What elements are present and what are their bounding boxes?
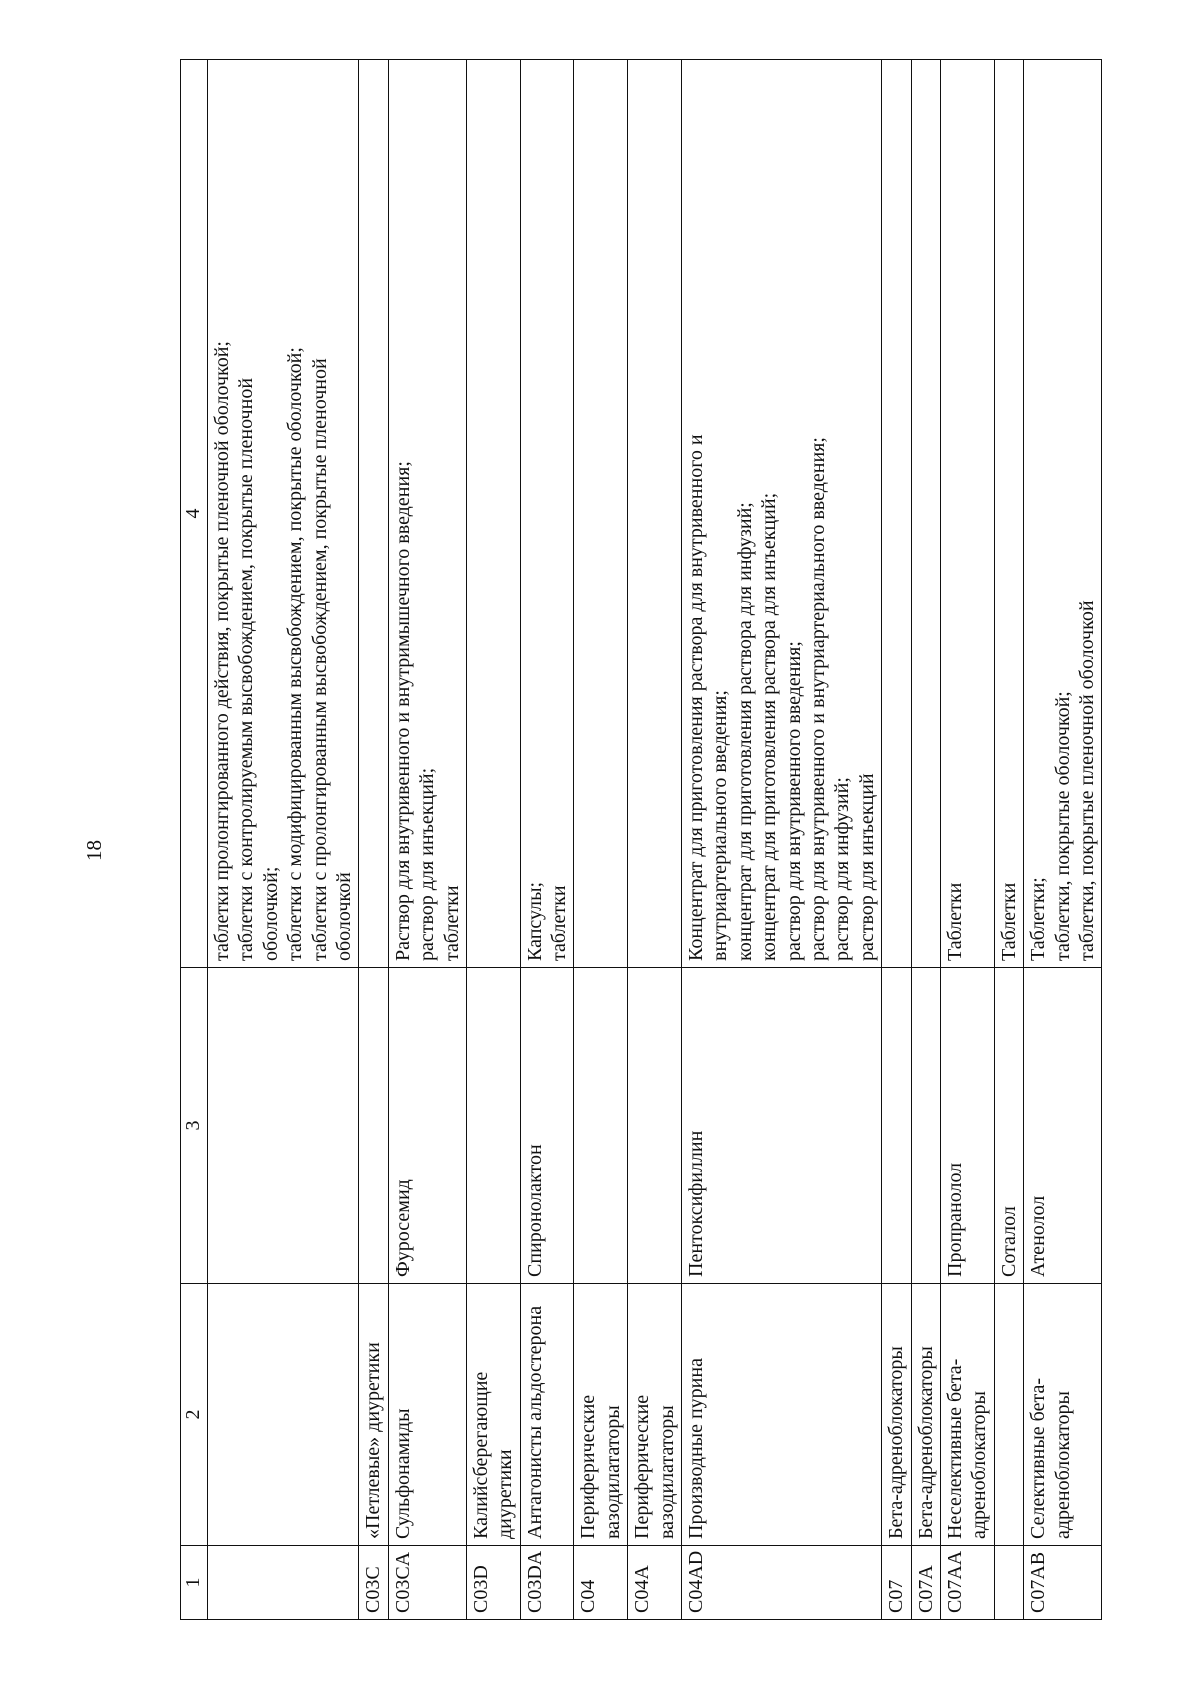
table-row	[208, 60, 359, 1620]
atc-code-cell: C03DA	[520, 1546, 574, 1620]
dosage-form-line: Таблетки;	[1027, 877, 1050, 961]
drug-name-cell: Спиронолактон	[520, 968, 574, 1284]
atc-code-cell	[208, 1546, 359, 1620]
atc-group-cell: Производные пурина	[682, 1284, 882, 1546]
table-row	[911, 60, 940, 1620]
atc-group-cell: Селективные бета-адреноблокаторы	[1024, 1284, 1102, 1546]
atc-code-cell: C04A	[628, 1546, 682, 1620]
dosage-forms-cell	[682, 60, 882, 968]
dosage-form-line: таблетки с пролонгированным высвобождением, покрытые пленочной	[308, 358, 331, 961]
table-row	[388, 60, 466, 1620]
table-row	[466, 60, 520, 1620]
drug-name-cell: Фуросемид	[388, 968, 466, 1284]
atc-group-cell: Периферические вазодилататоры	[628, 1284, 682, 1546]
dosage-forms-cell	[388, 60, 466, 968]
dosage-form-line: оболочкой;	[259, 866, 282, 961]
header-cell: 2	[181, 1284, 208, 1546]
dosage-form-line: раствор для инфузий;	[831, 777, 854, 961]
atc-code-cell: C03CA	[388, 1546, 466, 1620]
atc-group-cell: Бета-адреноблокаторы	[911, 1284, 940, 1546]
header-cell: 1	[181, 1546, 208, 1620]
dosage-form-line: раствор для инъекций;	[416, 767, 439, 961]
atc-group-cell: Сульфонамиды	[388, 1284, 466, 1546]
dosage-form-line: оболочкой	[332, 872, 355, 961]
atc-code-cell: C03D	[466, 1546, 520, 1620]
atc-code-cell	[994, 1546, 1023, 1620]
drug-name-cell: Соталол	[994, 968, 1023, 1284]
dosage-form-line: таблетки, покрытые пленочной оболочкой	[1075, 600, 1098, 961]
drug-name-cell	[911, 968, 940, 1284]
dosage-form-line: концентрат для приготовления раствора для инъекций;	[758, 492, 781, 961]
rotated-page	[180, 60, 1100, 1620]
table-row	[882, 60, 911, 1620]
dosage-forms-cell	[574, 60, 628, 968]
atc-code-cell: C04AD	[682, 1546, 882, 1620]
drug-name-cell	[628, 968, 682, 1284]
table-row	[940, 60, 994, 1620]
drug-name-cell	[574, 968, 628, 1284]
table-row	[359, 60, 388, 1620]
atc-group-cell	[994, 1284, 1023, 1546]
dosage-form-line: Концентрат для приготовления раствора для внутривенного и	[685, 434, 708, 961]
atc-code-cell: C07AA	[940, 1546, 994, 1620]
drug-name-cell	[466, 968, 520, 1284]
dosage-form-line: раствор для внутривенного и внутриартериального введения;	[806, 437, 829, 961]
dosage-forms-cell	[208, 60, 359, 968]
dosage-form-line: Таблетки	[943, 882, 966, 961]
table-row	[520, 60, 574, 1620]
table-row	[682, 60, 882, 1620]
dosage-form-line: Таблетки	[997, 882, 1020, 961]
page-number: 18	[82, 840, 106, 861]
dosage-forms-cell	[520, 60, 574, 968]
dosage-form-line: таблетки пролонгированного действия, покрытые пленочной оболочкой;	[211, 341, 233, 961]
dosage-form-line: Капсулы;	[523, 881, 546, 961]
atc-group-cell: Антагонисты альдостерона	[520, 1284, 574, 1546]
drug-name-cell: Пентоксифиллин	[682, 968, 882, 1284]
header-cell: 3	[181, 968, 208, 1284]
atc-group-cell: Неселективные бета-адреноблокаторы	[940, 1284, 994, 1546]
atc-group-cell	[208, 1284, 359, 1546]
dosage-form-line: Раствор для внутривенного и внутримышечного введения;	[391, 461, 414, 961]
drug-name-cell	[882, 968, 911, 1284]
dosage-form-line: раствор для инъекций	[855, 773, 878, 961]
dosage-forms-cell	[1024, 60, 1102, 968]
dosage-form-line: таблетки с контролируемым высвобождением, покрытые пленочной	[235, 377, 258, 961]
dosage-form-line: таблетки с модифицированным высвобождением, покрытые оболочкой;	[284, 347, 307, 961]
atc-group-cell: Периферические вазодилататоры	[574, 1284, 628, 1546]
atc-group-cell: «Петлевые» диуретики	[359, 1284, 388, 1546]
header-row	[181, 60, 208, 1620]
dosage-forms-cell	[466, 60, 520, 968]
dosage-forms-cell	[628, 60, 682, 968]
atc-code-cell: C03C	[359, 1546, 388, 1620]
atc-code-cell: C04	[574, 1546, 628, 1620]
atc-code-cell: C07	[882, 1546, 911, 1620]
table-row	[628, 60, 682, 1620]
dosage-forms-cell	[882, 60, 911, 968]
header-cell: 4	[181, 60, 208, 968]
atc-group-cell: Бета-адреноблокаторы	[882, 1284, 911, 1546]
dosage-forms-cell	[940, 60, 994, 968]
table-row	[994, 60, 1023, 1620]
atc-group-cell: Калийсберегающие диуретики	[466, 1284, 520, 1546]
atc-code-cell: C07AB	[1024, 1546, 1102, 1620]
dosage-forms-cell	[994, 60, 1023, 968]
atc-code-cell: C07A	[911, 1546, 940, 1620]
drug-name-cell: Пропранолол	[940, 968, 994, 1284]
dosage-form-line: концентрат для приготовления раствора для инфузий;	[733, 502, 756, 961]
table-row	[574, 60, 628, 1620]
drug-name-cell	[208, 968, 359, 1284]
dosage-form-line: внутриартериального введения;	[709, 690, 732, 961]
drug-name-cell	[359, 968, 388, 1284]
dosage-forms-cell	[359, 60, 388, 968]
table-row	[1024, 60, 1102, 1620]
dosage-forms-cell	[911, 60, 940, 968]
dosage-form-line: таблетки	[440, 885, 463, 961]
dosage-form-line: раствор для внутривенного введения;	[782, 641, 805, 961]
medication-table	[180, 59, 1102, 1620]
dosage-form-line: таблетки, покрытые оболочкой;	[1051, 691, 1074, 961]
dosage-form-line: таблетки	[548, 885, 571, 961]
drug-name-cell: Атенолол	[1024, 968, 1102, 1284]
